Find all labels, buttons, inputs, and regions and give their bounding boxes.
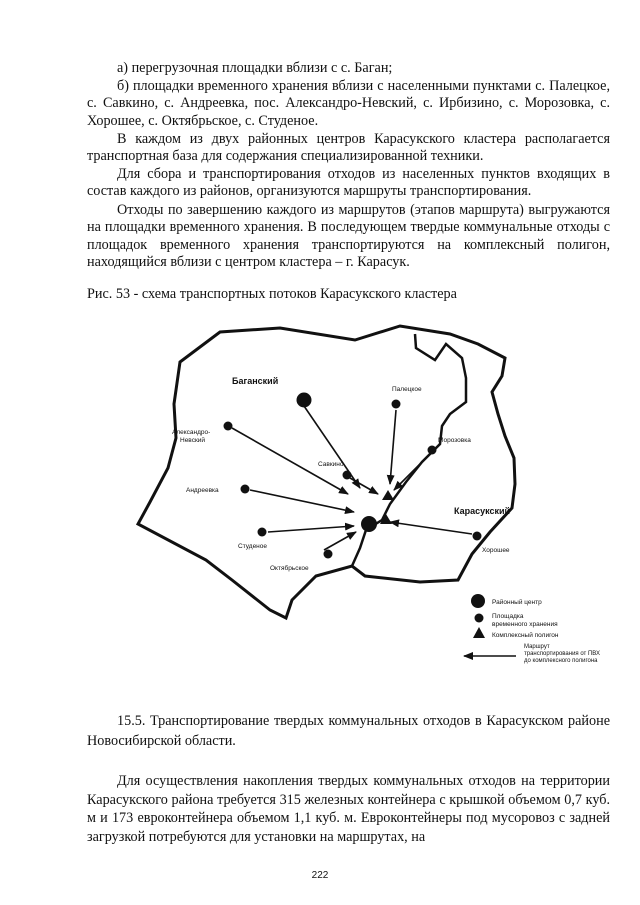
place-label-khoroshee: Хорошее [482,547,510,554]
storage-site-studenoe [258,528,267,537]
route-arrow-studenoe [268,526,354,532]
storage-site-khoroshee [473,532,482,541]
place-label-paletskoe: Палецкое [392,386,422,393]
legend-route-label-line2: транспортирования от ПВХ [524,651,601,657]
legend-landfill-label: Комплексный полигон [492,632,559,639]
place-label-andreevka: Андреевка [186,487,219,494]
route-arrow-andreevka [250,490,354,512]
place-label-studenoe: Студеное [238,543,268,550]
district-center-karasuk [361,516,377,532]
place-label-alexandro-line2: Невский [180,437,206,444]
paragraph-waste-flow: Отходы по завершению каждого из маршрутов (этапов маршрута) выгружаются на площадки временного хранения. В последующем твердые коммунальные отходы с площадок временного хранения транспортируются на комплексный полигон, находящийся вблизи с центром кластера – г. Карасук. [87,202,610,271]
place-label-oktyabrskoe: Октябрьское [270,565,309,572]
route-arrow-savkino [350,478,378,494]
legend-landfill-icon [473,627,485,638]
storage-site-alexandro-nevsky [224,422,233,431]
route-arrow-bagan [304,406,360,488]
region-label-karasuk: Карасукский [454,506,511,516]
legend-storage-label-line1: Площадка [492,613,524,620]
storage-site-oktyabrskoe [324,550,333,559]
legend-route-label-line3: до комплексного полигона [524,658,598,664]
legend-district-center-label: Районный центр [492,599,542,606]
legend-storage-label-line2: временного хранения [492,621,558,628]
district-center-bagan [297,393,312,408]
storage-site-morozovka [428,446,437,455]
storage-site-andreevka [241,485,250,494]
storage-site-paletskoe [392,400,401,409]
place-label-morozovka: Морозовка [438,437,471,444]
route-arrows [232,406,472,550]
region-label-bagan: Баганский [232,376,279,386]
landfill-triangle-north [382,490,394,500]
figure-caption: Рис. 53 - схема транспортных потоков Карасукского кластера [87,286,457,302]
legend-storage-icon [475,614,484,623]
paragraph-item-b: б) площадки временного хранения вблизи с населенными пунктами с. Палецкое, с. Савкино, с. Андреевка, пос. Александро-Невский, с. Ирбизино, с. Морозовка, с. Хорошее, с. Октябрьское, с. Студеное. [87,78,610,129]
route-arrow-paletskoe [390,410,396,484]
page-number: 222 [311,870,329,881]
paragraph-item-a: а) перегрузочная площадки вблизи с с. Баган; [117,60,393,76]
place-label-alexandro-line1: Александро- [172,429,211,436]
section-body: Для осуществления накопления твердых коммунальных отходов на территории Карасукского района требуется 315 железных контейнера с крышкой объемом 0,7 куб. м и 173 евроконтейнера объемом 1,1 куб. м. Евроконтейнеры под мусоровоз с задней загрузкой потребуются для установки на маршрутах, на [87,773,610,845]
cluster-boundary [138,326,515,618]
storage-site-savkino [343,471,352,480]
place-label-savkino: Савкино [318,461,344,468]
map-legend [464,594,600,664]
section-heading: 15.5. Транспортирование твердых коммунальных отходов в Карасукском районе Новосибирской области. [87,713,610,749]
cluster-transport-map [120,318,620,698]
route-arrow-khoroshee [390,522,472,534]
legend-district-center-icon [471,594,485,608]
route-arrow-oktyabrskoe [324,532,356,550]
legend-route-label-line1: Маршрут [524,644,550,650]
paragraph-routes: Для сбора и транспортирования отходов из населенных пунктов входящих в состав каждого из районов, организуются маршруты транспортирования. [87,166,610,200]
route-arrow-morozovka [394,454,430,490]
paragraph-transport-base: В каждом из двух районных центров Карасукского кластера располагается транспортная база для содержания специализированной техники. [87,131,610,165]
